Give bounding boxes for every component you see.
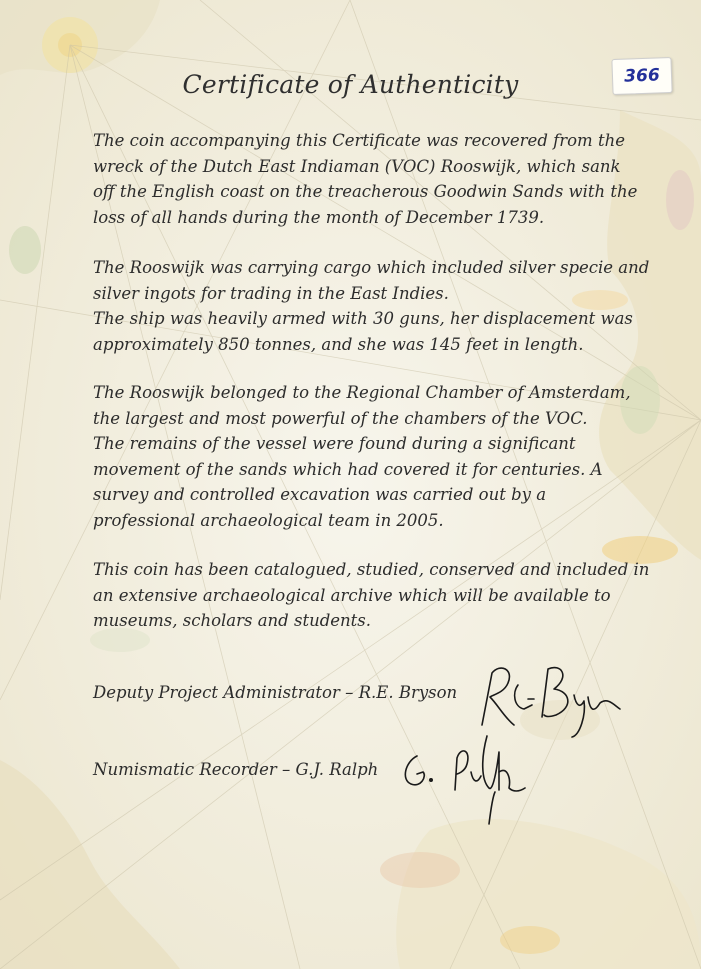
paragraph-line: This coin has been catalogued, studied, conserved and included in [93, 560, 650, 579]
paragraph-line: The coin accompanying this Certificate was recovered from the [93, 131, 625, 150]
signatory-administrator-label: Deputy Project Administrator – R.E. Bryson [93, 683, 458, 702]
paragraph-line: The ship was heavily armed with 30 guns, her displacement was [93, 309, 633, 328]
paragraph-line: the largest and most powerful of the chambers of the VOC. [93, 408, 588, 428]
paragraph-line: The Rooswijk was carrying cargo which included silver specie and [93, 258, 650, 277]
paragraph-line: The remains of the vessel were found during a significant [93, 434, 576, 453]
paragraph-line: wreck of the Dutch East Indiaman (VOC) Rooswijk, which sank [93, 156, 621, 176]
paragraph-archive [93, 557, 650, 634]
paragraph-cargo [93, 255, 650, 357]
paragraph-line: survey and controlled excavation was carried out by a [93, 485, 547, 504]
paragraph-chamber [93, 380, 638, 533]
paragraph-recovery [93, 128, 638, 230]
paragraph-line: professional archaeological team in 2005. [93, 510, 444, 530]
paragraph-line: The Rooswijk belonged to the Regional Chamber of Amsterdam, [93, 383, 631, 402]
signatory-recorder-label: Numismatic Recorder – G.J. Ralph [93, 760, 379, 779]
signature-ralph [395, 728, 545, 828]
paragraph-line: silver ingots for trading in the East Indies. [93, 283, 449, 303]
paragraph-line: off the English coast on the treacherous Goodwin Sands with the [93, 182, 638, 201]
paragraph-line: an extensive archaeological archive which will be available to [93, 585, 611, 605]
paragraph-line: approximately 850 tonnes, and she was 145 feet in length. [93, 334, 584, 354]
paragraph-line: movement of the sands which had covered it for centuries. A [93, 459, 603, 479]
paragraph-line: museums, scholars and students. [93, 611, 372, 630]
paragraph-line: loss of all hands during the month of December 1739. [93, 207, 545, 227]
certificate-number-sticker: 366 [611, 57, 672, 95]
certificate-title: Certificate of Authenticity [182, 70, 519, 99]
